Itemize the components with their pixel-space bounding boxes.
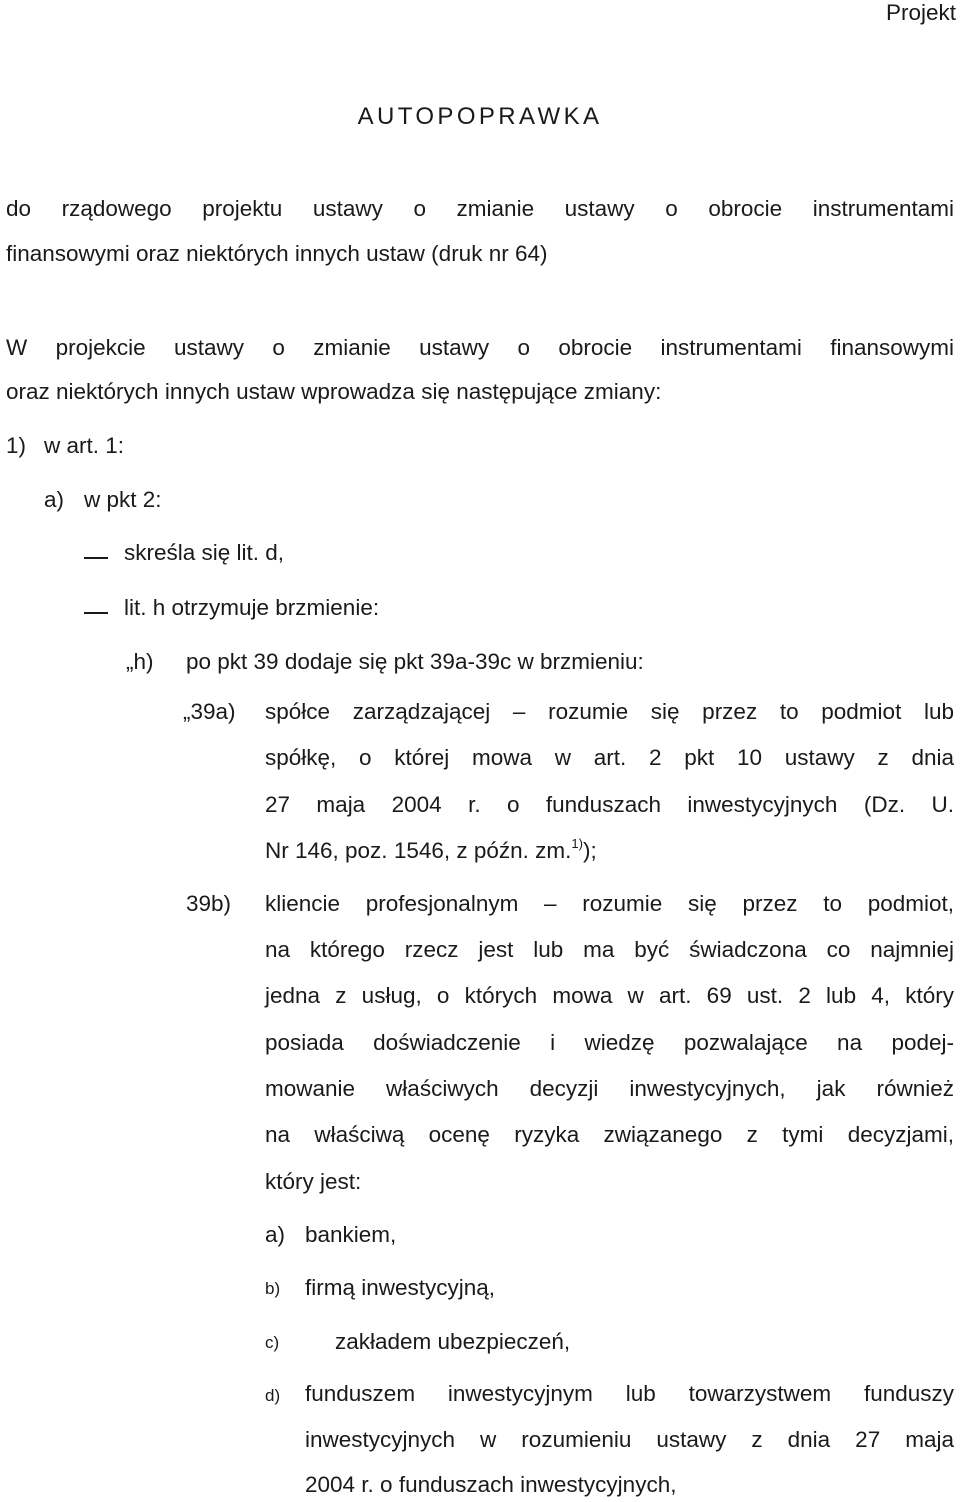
point-line: spółce zarządzającej – rozumie się przez to podmiot lub: [265, 699, 954, 724]
sublist-text: zakładem ubezpieczeń,: [335, 1329, 571, 1354]
point-line-text: Nr 146, poz. 1546, z późn. zm.: [265, 838, 572, 863]
sublist-label: b): [265, 1279, 281, 1298]
h-label: „h): [126, 649, 154, 674]
sublist-line: funduszem inwestycyjnym lub towarzystwem funduszy: [305, 1381, 954, 1406]
sublist-label: d): [265, 1386, 281, 1405]
dash-marker: [84, 612, 108, 614]
subtitle-line-1: do rządowego projektu ustawy o zmianie ustawy o obrocie instrumentami: [6, 196, 954, 221]
point-line: który jest:: [265, 1169, 362, 1194]
dash-item-text: lit. h otrzymuje brzmienie:: [124, 595, 380, 620]
point-line-end: );: [582, 838, 597, 863]
point-line: kliencie profesjonalnym – rozumie się przez to podmiot,: [265, 891, 954, 916]
sublist-line: 2004 r. o funduszach inwestycyjnych,: [305, 1472, 677, 1497]
intro-line-1: W projekcie ustawy o zmianie ustawy o obrocie instrumentami finansowymi: [6, 335, 954, 360]
point-label: „39a): [183, 699, 236, 724]
intro-line-2: oraz niektórych innych ustaw wprowadza się następujące zmiany:: [6, 379, 662, 404]
letter-text: w pkt 2:: [84, 487, 162, 512]
sublist-text: bankiem,: [305, 1222, 397, 1247]
footnote-marker: 1): [571, 836, 583, 851]
point-line: mowanie właściwych decyzji inwestycyjnych, jak również: [265, 1076, 954, 1101]
project-label: Projekt: [885, 0, 956, 25]
point-line: spółkę, o której mowa w art. 2 pkt 10 ustawy z dnia: [265, 745, 954, 770]
h-text: po pkt 39 dodaje się pkt 39a-39c w brzmieniu:: [186, 649, 644, 674]
dash-marker: [84, 557, 108, 559]
point-line: na właściwą ocenę ryzyka związanego z tymi decyzjami,: [265, 1122, 954, 1147]
item-number: 1): [6, 433, 27, 458]
point-line: 27 maja 2004 r. o funduszach inwestycyjnych (Dz. U.: [265, 792, 954, 817]
sublist-text: firmą inwestycyjną,: [305, 1275, 496, 1300]
sublist-label: a): [265, 1222, 286, 1247]
sublist-label: c): [265, 1333, 280, 1352]
subtitle-line-2: finansowymi oraz niektórych innych ustaw (druk nr 64): [6, 241, 548, 266]
dash-item-text: skreśla się lit. d,: [124, 540, 285, 565]
point-line: posiada doświadczenie i wiedzę pozwalające na podej-: [265, 1030, 954, 1055]
point-label: 39b): [186, 891, 232, 916]
item-text: w art. 1:: [44, 433, 125, 458]
point-last-line: [265, 838, 597, 864]
point-line: jedna z usług, o których mowa w art. 69 ust. 2 lub 4, który: [265, 983, 954, 1008]
letter-label: a): [44, 487, 65, 512]
document-title: AUTOPOPRAWKA: [357, 103, 603, 130]
sublist-line: inwestycyjnych w rozumieniu ustawy z dnia 27 maja: [305, 1427, 954, 1452]
point-line: na którego rzecz jest lub ma być świadczona co najmniej: [265, 937, 954, 962]
